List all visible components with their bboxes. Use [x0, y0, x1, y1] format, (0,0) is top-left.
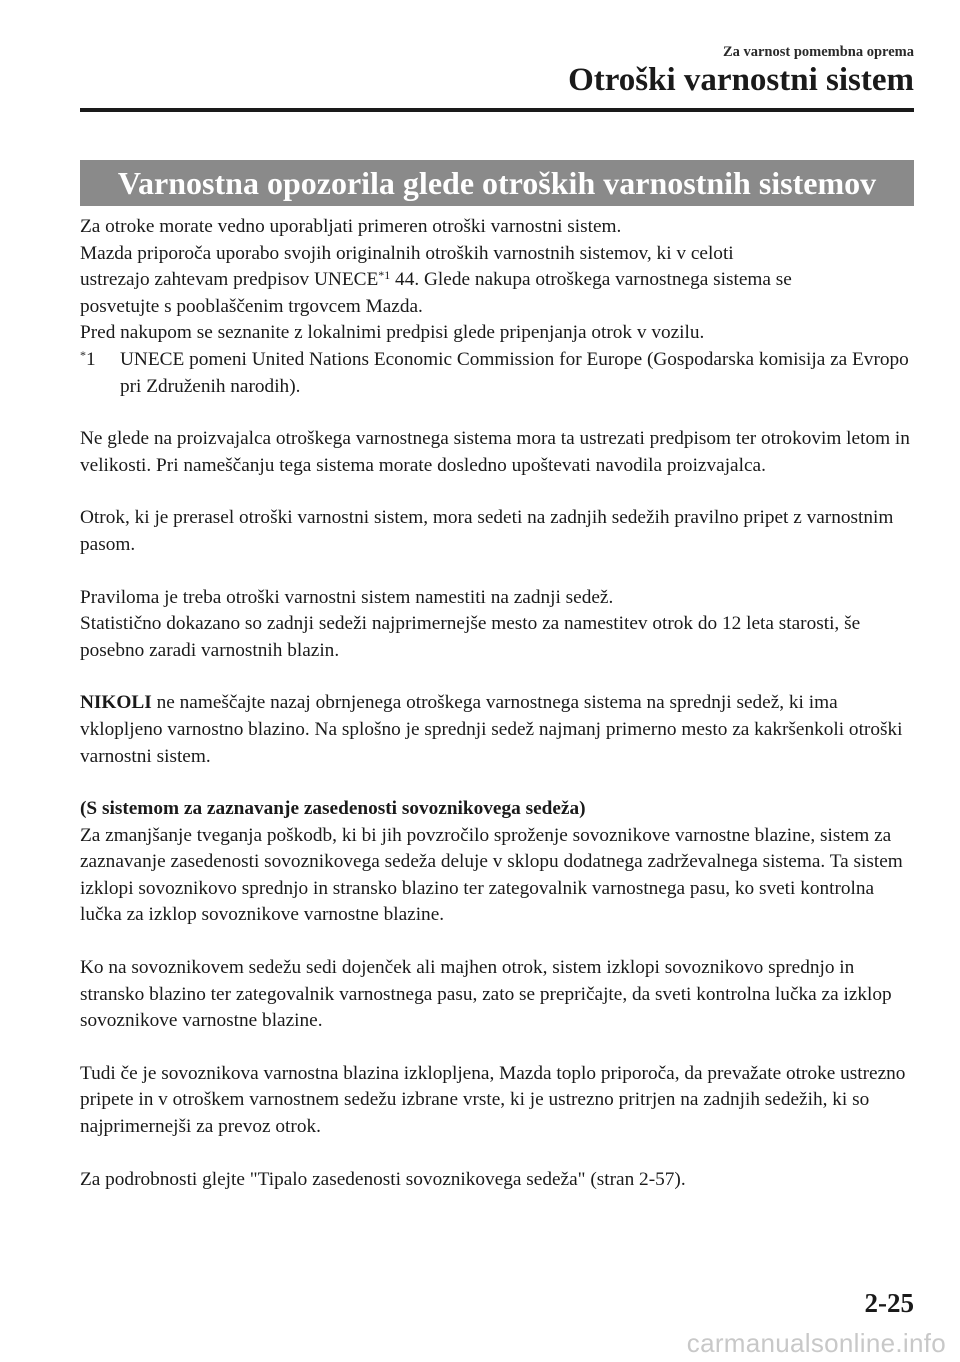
page-body: [80, 214, 914, 1193]
occupant-sensor-heading: (S sistemom za zaznavanje zasedenosti sovoznikovega sedeža): [80, 798, 586, 820]
infant-paragraph: Ko na sovoznikovem sedežu sedi dojenček ali majhen otrok, sistem izklopi sovoznikovo sprednjo in stransko blazino ter zategovalnik varnostnega pasu, zato se prepričajte, da sveti kontrolna lučka za izklop sovoznikove varnostne blazine.: [80, 957, 892, 1032]
section-title-banner: Varnostna opozorila glede otroških varnostnih sistemov: [80, 160, 914, 206]
footnote-ref: *1: [378, 268, 391, 283]
recommendation-paragraph: Tudi če je sovoznikova varnostna blazina izklopljena, Mazda toplo priporoča, da prevažate otroke ustrezno pripete in v otroškem varnostnem sedežu izbrane vrste, ki je ustrezno pritrjen na zadnjih sedežih, ki so najprimernejši za prevoz otrok.: [80, 1062, 906, 1138]
header-divider: [80, 108, 914, 112]
intro-line-5: Pred nakupom se seznanite z lokalnimi predpisi glede pripenjanja otrok v vozilu.: [80, 322, 705, 344]
never-emphasis: NIKOLI: [80, 692, 152, 714]
intro-line-2: Mazda priporoča uporabo svojih originalnih otroških varnostnih sistemov, ki v celoti: [80, 242, 734, 264]
rear-seat-line-1: Praviloma je treba otroški varnostni sistem namestiti na zadnji sedež.: [80, 586, 614, 608]
intro-line-3b: 44. Glede nakupa otroškega varnostnega sistema se: [390, 269, 792, 291]
running-header-chapter: Otroški varnostni sistem: [568, 62, 914, 98]
intro-line-4: posvetujte s pooblaščenim trgovcem Mazda.: [80, 295, 423, 317]
occupant-sensor-text: Za zmanjšanje tveganja poškodb, ki bi jih povzročilo sproženje sovoznikove varnostne blazine, sistem za zaznavanje zasedenosti sovoznikovega sedeža deluje v sklopu dodatnega zadrževalnega sistema. Ta sistem izklopi sovoznikovo sprednjo in stransko blazino ter zategovalnik varnostnega pasu, ko sveti kontrolna lučka za izklop sovoznikove varnostne blazine.: [80, 824, 903, 926]
intro-line-3a: ustrezajo zahtevam predpisov UNECE: [80, 269, 379, 291]
watermark: carmanualsonline.info: [686, 1328, 946, 1358]
running-header-section: Za varnost pomembna oprema: [722, 44, 914, 60]
reference-paragraph: Za podrobnosti glejte "Tipalo zasedenosti sovoznikovega sedeža" (stran 2-57).: [80, 1168, 686, 1190]
footnote: [80, 347, 914, 400]
occupant-sensor-paragraph: [80, 796, 914, 929]
page-number: 2-25: [864, 1288, 914, 1318]
footnote-marker: *1: [80, 347, 96, 370]
rear-seat-paragraph: [80, 585, 914, 665]
manufacturer-paragraph: Ne glede na proizvajalca otroškega varnostnega sistema mora ta ustrezati predpisom ter otrokovim letom in velikosti. Pri nameščanju tega sistema morate dosledno upoštevati navodila proizvajalca.: [80, 428, 910, 476]
never-text: ne nameščajte nazaj obrnjenega otroškega varnostnega sistema na sprednji sedež, ki ima vklopljeno varnostno blazino. Na splošno je sprednji sedež najmanj primerno mesto za kakršenkoli otroški varnostni sistem.: [80, 692, 903, 767]
footnote-text: UNECE pomeni United Nations Economic Commission for Europe (Gospodarska komisija za Evropo pri Združenih narodih).: [120, 348, 909, 397]
never-paragraph: [80, 690, 914, 770]
intro-line-1: Za otroke morate vedno uporabljati primeren otroški varnostni sistem.: [80, 216, 622, 237]
seatbelt-paragraph: Otrok, ki je prerasel otroški varnostni sistem, mora sedeti na zadnjih sedežih pravilno pripet z varnostnim pasom.: [80, 507, 894, 555]
rear-seat-rest: Statistično dokazano so zadnji sedeži najprimernejše mesto za namestitev otrok do 12 leta starosti, še posebno zaradi varnostnih blazin.: [80, 613, 861, 661]
intro-paragraph: [80, 214, 914, 347]
